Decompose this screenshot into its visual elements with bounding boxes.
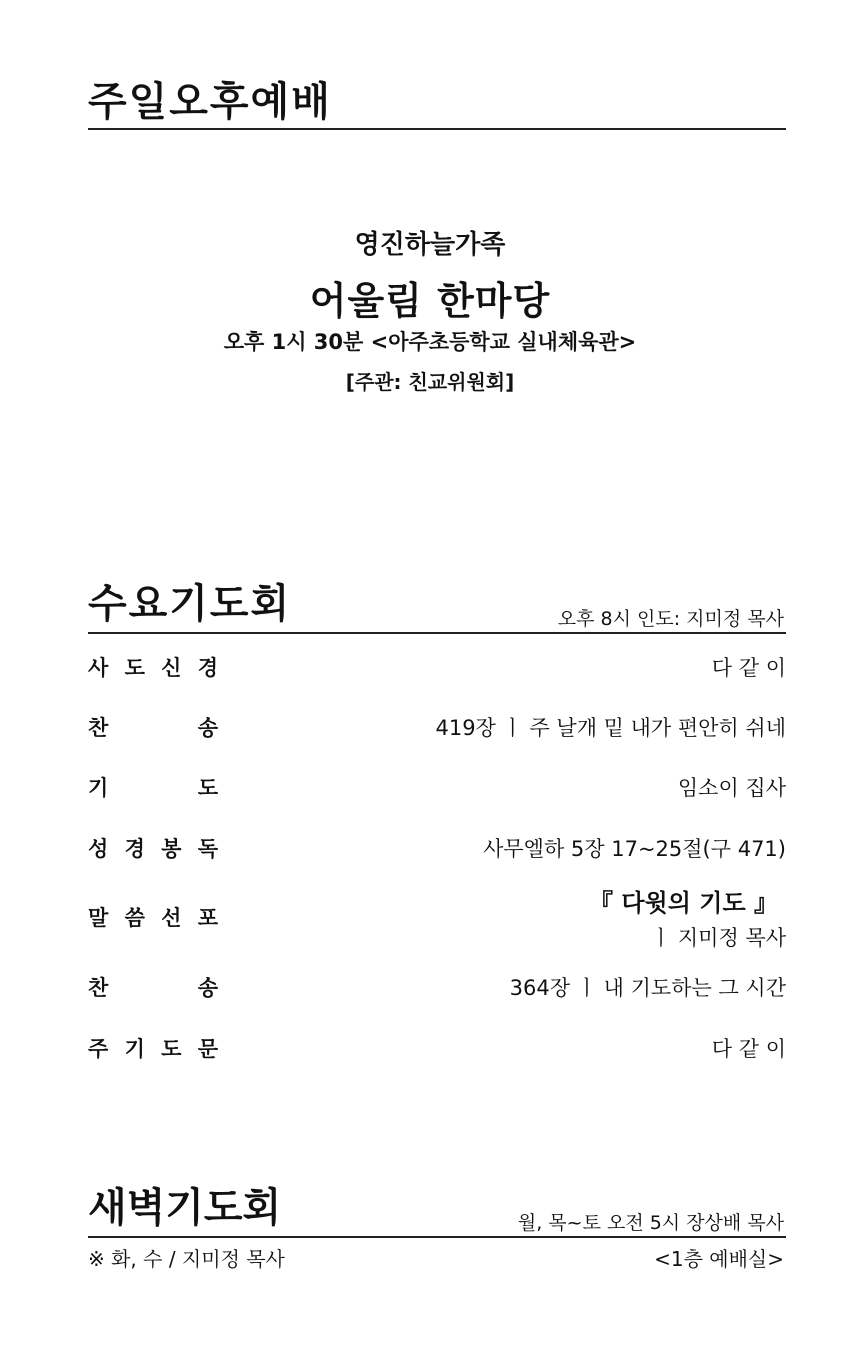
label-char: 독	[197, 837, 218, 861]
order-label	[88, 652, 218, 682]
order-row-creed	[88, 652, 786, 692]
label-char: 포	[197, 906, 218, 930]
label-char: 주	[88, 1037, 109, 1061]
section-divider	[88, 128, 786, 130]
order-row-hymn	[88, 712, 786, 752]
order-row-lords-prayer	[88, 1033, 786, 1073]
sunday-afternoon-title: 주일오후예배	[88, 79, 332, 125]
label-char: 송	[197, 976, 218, 1000]
order-value: 다 같 이	[711, 656, 786, 680]
label-char: 경	[124, 837, 145, 861]
order-label	[88, 1033, 218, 1063]
order-label	[88, 833, 218, 863]
order-label	[88, 772, 218, 802]
label-char: 도	[161, 1037, 182, 1061]
label-char: 문	[197, 1037, 218, 1061]
order-label	[88, 712, 218, 742]
wednesday-note: 오후 8시 인도: 지미정 목사	[557, 608, 784, 630]
order-row-scripture	[88, 833, 786, 873]
section-divider	[88, 1236, 786, 1238]
label-char: 송	[197, 716, 218, 740]
event-time-place: 오후 1시 30분 <아주초등학교 실내체육관>	[223, 330, 637, 354]
event-name: 어울림 한마당	[309, 279, 551, 323]
order-label	[88, 902, 218, 932]
dawn-title: 새벽기도회	[88, 1185, 282, 1231]
label-char: 기	[88, 776, 109, 800]
label-char: 씀	[124, 906, 145, 930]
section-divider	[88, 632, 786, 634]
order-value: 364장 ㅣ 내 기도하는 그 시간	[509, 976, 786, 1000]
label-char: 도	[197, 776, 218, 800]
wednesday-title: 수요기도회	[88, 581, 292, 627]
sermon-value	[589, 883, 786, 952]
label-char: 경	[197, 656, 218, 680]
event-host: [주관: 친교위원회]	[345, 370, 515, 394]
label-char: 선	[161, 906, 182, 930]
dawn-location: <1층 예배실>	[654, 1247, 784, 1271]
label-char: 사	[88, 656, 109, 680]
sermon-title: 『 다윗의 기도 』	[589, 889, 778, 917]
sermon-preacher: ㅣ 지미정 목사	[650, 926, 786, 950]
label-char: 신	[161, 656, 182, 680]
order-row-hymn-2	[88, 972, 786, 1012]
dawn-note: 월, 목~토 오전 5시 장상배 목사	[517, 1212, 784, 1234]
label-char: 찬	[88, 976, 109, 1000]
order-label	[88, 972, 218, 1002]
label-char: 성	[88, 837, 109, 861]
event-group: 영진하늘가족	[354, 230, 506, 260]
label-char: 도	[124, 656, 145, 680]
label-char: 기	[124, 1037, 145, 1061]
order-value: 다 같 이	[711, 1037, 786, 1061]
order-row-sermon	[88, 883, 786, 953]
label-char: 봉	[161, 837, 182, 861]
label-char: 찬	[88, 716, 109, 740]
order-value: 419장 ㅣ 주 날개 밑 내가 편안히 쉬네	[435, 716, 786, 740]
order-value: 사무엘하 5장 17~25절(구 471)	[483, 837, 786, 861]
order-row-prayer	[88, 772, 786, 812]
order-value: 임소이 집사	[677, 776, 786, 800]
dawn-left-note: ※ 화, 수 / 지미정 목사	[88, 1247, 285, 1271]
label-char: 말	[88, 906, 109, 930]
